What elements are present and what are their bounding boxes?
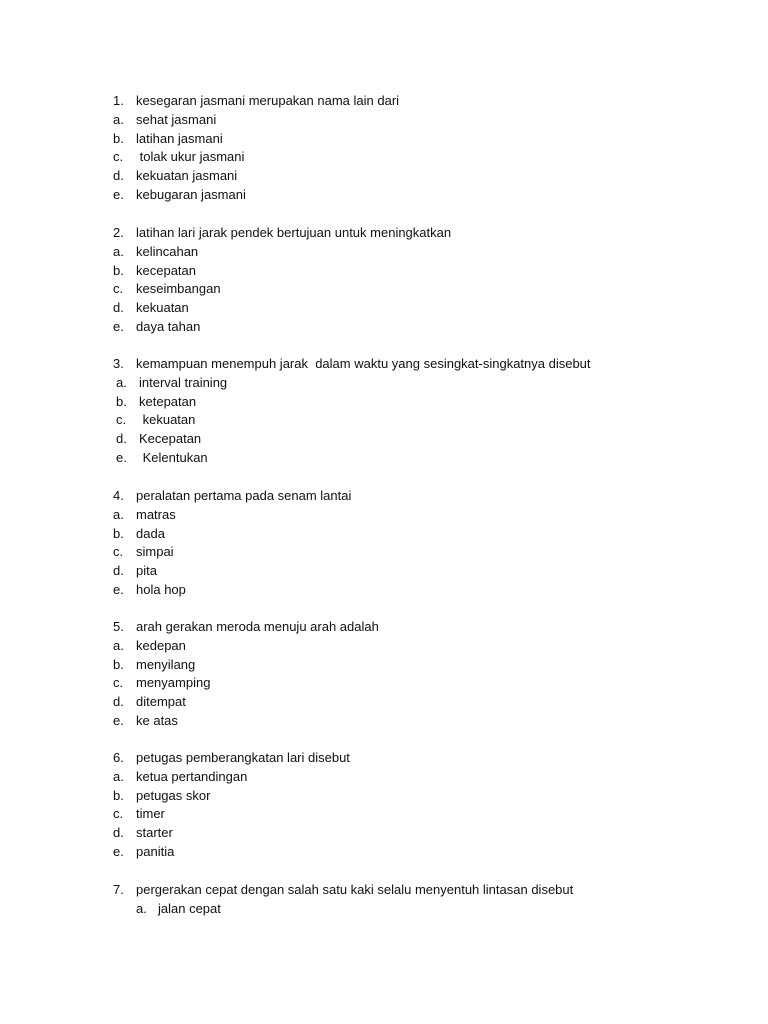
question-2-option-e (113, 319, 748, 335)
question-6 (113, 750, 748, 766)
question-4-option-c-text: simpai (136, 544, 174, 560)
question-1-marker: 1. (113, 93, 124, 108)
question-4-option-c (113, 544, 748, 560)
question-5-option-a-text: kedepan (136, 637, 186, 653)
question-3-option-e-marker: e. (116, 450, 127, 465)
question-6-option-c-marker: c. (113, 806, 124, 822)
question-4-option-a-marker: a. (113, 506, 124, 522)
question-4-option-b (113, 526, 748, 542)
question-4-option-e-text: hola hop (136, 582, 186, 597)
question-1 (113, 93, 748, 109)
question-1-option-e-text: kebugaran jasmani (136, 187, 246, 202)
question-5-option-c (113, 675, 748, 691)
question-4-option-d-marker: d. (113, 563, 124, 579)
question-5-option-d-marker: d. (113, 694, 124, 710)
question-5 (113, 619, 748, 635)
question-6-option-d-text: starter (136, 825, 173, 841)
question-6-option-d-marker: d. (113, 825, 124, 841)
question-6-marker: 6. (113, 750, 124, 765)
question-4-option-d (113, 563, 748, 579)
question-6-text: petugas pemberangkatan lari disebut (136, 750, 350, 765)
question-2-option-a-marker: a. (113, 243, 124, 259)
question-5-option-a-marker: a. (113, 637, 124, 653)
question-1-option-a (113, 112, 748, 128)
question-6-option-c (113, 806, 748, 822)
question-3 (113, 356, 748, 372)
question-6-option-a-marker: a. (113, 768, 124, 784)
question-5-option-b (113, 657, 748, 673)
question-6-option-a (113, 769, 748, 785)
question-4-text: peralatan pertama pada senam lantai (136, 488, 352, 503)
question-1-option-d (113, 168, 748, 184)
question-3-marker: 3. (113, 356, 124, 371)
question-2-option-b-marker: b. (113, 262, 124, 278)
question-1-option-c-marker: c. (113, 149, 124, 165)
question-6-option-a-text: ketua pertandingan (136, 768, 248, 784)
question-2-option-a-text: kelincahan (136, 243, 199, 259)
question-2-option-d-text: kekuatan (136, 300, 189, 316)
question-6-option-e-marker: e. (113, 844, 124, 859)
question-4-option-b-text: dada (136, 525, 165, 541)
question-5-option-b-marker: b. (113, 656, 124, 672)
question-1-option-d-text: kekuatan jasmani (136, 168, 238, 184)
question-6-option-e (113, 844, 748, 860)
question-1-option-e (113, 187, 748, 203)
question-3-option-a-marker: a. (116, 374, 127, 390)
question-6-option-e-text: panitia (136, 844, 175, 859)
question-2 (113, 225, 748, 241)
question-5-option-e-text: ke atas (136, 713, 178, 728)
question-2-option-c (113, 281, 748, 297)
question-5-marker: 5. (113, 619, 124, 634)
question-3-option-e (116, 450, 748, 466)
question-6-option-b (113, 788, 748, 804)
question-4 (113, 488, 748, 504)
question-3-option-e-text: Kelentukan (139, 450, 208, 465)
question-3-option-a (116, 375, 748, 391)
question-3-option-c (116, 412, 748, 428)
question-5-option-b-text: menyilang (136, 656, 196, 672)
question-1-option-c (113, 149, 748, 165)
question-6-option-b-marker: b. (113, 787, 124, 803)
question-3-option-a-text: interval training (139, 374, 228, 390)
question-2-option-e-marker: e. (113, 319, 124, 334)
question-5-option-a (113, 638, 748, 654)
question-2-text: latihan lari jarak pendek bertujuan untuk meningkatkan (136, 225, 452, 240)
question-3-option-d (116, 431, 748, 447)
question-3-option-b-marker: b. (116, 393, 127, 409)
question-4-option-a-text: matras (136, 506, 176, 522)
question-7-option-a (136, 901, 748, 917)
question-4-option-a (113, 507, 748, 523)
question-3-option-d-marker: d. (116, 431, 127, 447)
question-1-option-b-text: latihan jasmani (136, 130, 223, 146)
question-5-option-c-text: menyamping (136, 675, 211, 691)
question-4-option-b-marker: b. (113, 525, 124, 541)
question-2-marker: 2. (113, 225, 124, 240)
question-2-option-b (113, 263, 748, 279)
question-3-text: kemampuan menempuh jarak dalam waktu yang sesingkat-singkatnya disebut (136, 356, 591, 371)
question-4-option-e (113, 582, 748, 598)
question-6-option-d (113, 825, 748, 841)
question-2-option-e-text: daya tahan (136, 319, 201, 334)
question-7-option-a-text: jalan cepat (158, 900, 221, 916)
question-5-option-d-text: ditempat (136, 694, 186, 710)
question-3-option-c-marker: c. (116, 412, 127, 428)
question-3-option-c-text: kekuatan (139, 412, 196, 428)
question-4-marker: 4. (113, 488, 124, 503)
question-5-text: arah gerakan meroda menuju arah adalah (136, 619, 379, 634)
question-7-option-a-marker: a. (136, 900, 147, 916)
question-4-option-c-marker: c. (113, 544, 124, 560)
question-2-option-d (113, 300, 748, 316)
question-7-text: pergerakan cepat dengan salah satu kaki selalu menyentuh lintasan disebut (136, 882, 574, 897)
question-1-option-b (113, 131, 748, 147)
question-1-option-c-text: tolak ukur jasmani (136, 149, 245, 165)
question-1-option-d-marker: d. (113, 168, 124, 184)
question-1-option-a-marker: a. (113, 111, 124, 127)
question-5-option-e (113, 713, 748, 729)
question-2-option-b-text: kecepatan (136, 262, 196, 278)
question-1-text: kesegaran jasmani merupakan nama lain dari (136, 93, 400, 108)
question-7-marker: 7. (113, 882, 124, 897)
question-4-option-e-marker: e. (113, 582, 124, 597)
question-5-option-c-marker: c. (113, 675, 124, 691)
question-5-option-d (113, 694, 748, 710)
question-5-option-e-marker: e. (113, 713, 124, 728)
question-3-option-b (116, 394, 748, 410)
question-6-option-b-text: petugas skor (136, 787, 211, 803)
question-1-option-a-text: sehat jasmani (136, 111, 217, 127)
question-6-option-c-text: timer (136, 806, 165, 822)
question-2-option-d-marker: d. (113, 300, 124, 316)
question-2-option-a (113, 244, 748, 260)
question-1-option-b-marker: b. (113, 130, 124, 146)
question-2-option-c-marker: c. (113, 281, 124, 297)
question-2-option-c-text: keseimbangan (136, 281, 221, 297)
question-3-option-d-text: Kecepatan (139, 431, 202, 447)
question-3-option-b-text: ketepatan (139, 393, 197, 409)
question-1-option-e-marker: e. (113, 187, 124, 202)
question-4-option-d-text: pita (136, 563, 157, 579)
question-7 (113, 882, 748, 898)
